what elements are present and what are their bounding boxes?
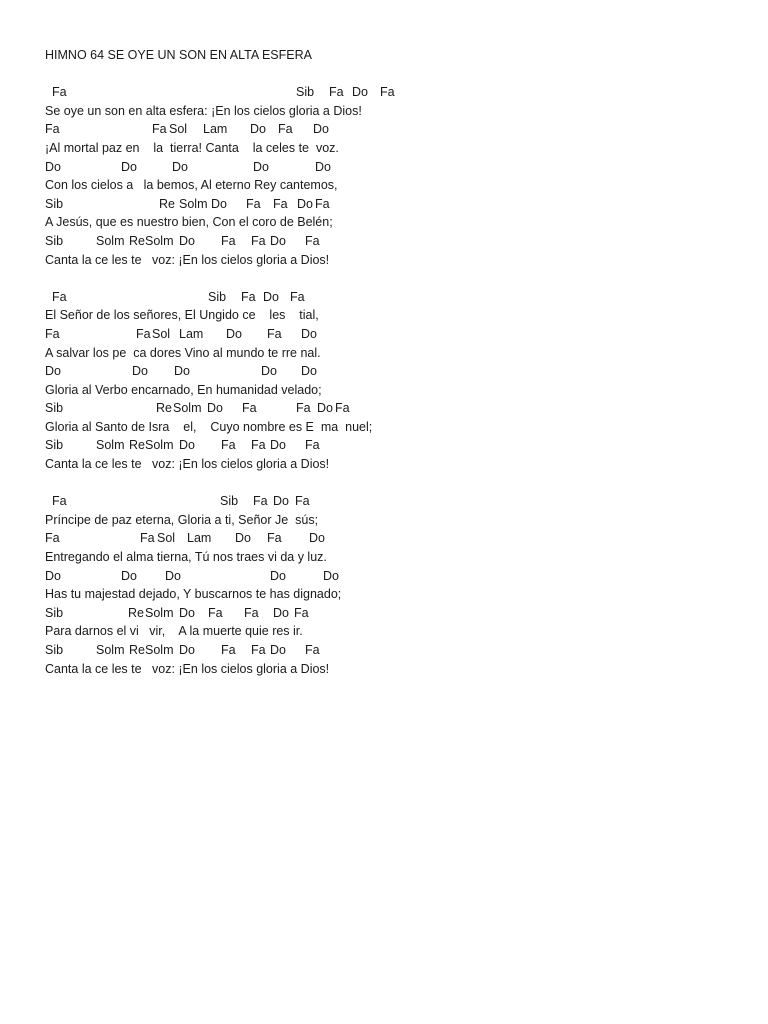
chord-line <box>45 399 745 418</box>
chord-line <box>45 232 745 251</box>
chord: Sib <box>220 494 239 509</box>
chord: Fa <box>152 122 167 137</box>
chord: Do <box>263 289 279 304</box>
chord: Re <box>156 401 172 416</box>
chord: Fa <box>136 326 151 341</box>
lyric-line: Gloria al Santo de Isra el, Cuyo nombre es E ma nuel; <box>45 419 373 434</box>
chord: Re <box>128 605 144 620</box>
chord: Do <box>121 159 137 174</box>
lyric-line: Para darnos el vi vir, A la muerte quie res ir. <box>45 624 303 639</box>
chord: Do <box>174 364 190 379</box>
chord: Fa <box>242 401 257 416</box>
spacer <box>45 269 745 288</box>
chord: Do <box>179 605 195 620</box>
chord: Do <box>121 568 137 583</box>
chord: Sol <box>169 122 188 137</box>
chord: Fa <box>45 122 60 137</box>
chord: Do <box>270 438 286 453</box>
chord: Fa <box>52 289 67 304</box>
chord-line <box>45 492 745 511</box>
spacer <box>45 65 745 84</box>
chord: Sib <box>45 605 64 620</box>
chord: Sib <box>45 643 64 657</box>
chord: Do <box>250 122 266 137</box>
chord: Fa <box>45 326 60 341</box>
chord: Fa <box>45 531 60 546</box>
chord: Do <box>270 643 286 657</box>
chord: Do <box>179 643 195 657</box>
chord: Fa <box>221 233 236 248</box>
chord-line <box>45 120 745 139</box>
chord: Lam <box>179 326 204 341</box>
chord: Fa <box>52 494 67 509</box>
chord: Do <box>270 568 286 583</box>
chord: Do <box>261 364 277 379</box>
lyric-line: Canta la ce les te voz: ¡En los cielos gloria a Dios! <box>45 457 330 472</box>
chord: Sib <box>45 233 64 248</box>
chord: Do <box>45 364 61 379</box>
chord: Do <box>207 401 223 416</box>
chord: Do <box>172 159 188 174</box>
chord: Fa <box>140 531 155 546</box>
chord-line <box>45 436 745 455</box>
chord: Do <box>132 364 148 379</box>
chord: Do <box>45 568 61 583</box>
chord: Fa <box>221 643 236 657</box>
hymn-page <box>45 46 745 678</box>
chord: Fa <box>315 196 330 211</box>
chord: Do <box>315 159 331 174</box>
chord-line <box>45 325 745 344</box>
lyric-line: Has tu majestad dejado, Y buscarnos te has dignado; <box>45 587 342 602</box>
chord-line <box>45 529 745 548</box>
chord: Fa <box>295 494 310 509</box>
chord: Fa <box>221 438 236 453</box>
lyric-line: Canta la ce les te voz: ¡En los cielos gloria a Dios! <box>45 252 330 267</box>
chord: Do <box>179 233 195 248</box>
chord: Fa <box>253 494 268 509</box>
chord: Sib <box>45 438 64 453</box>
chord: Solm <box>145 438 174 453</box>
chord: Do <box>273 494 289 509</box>
chord: Fa <box>305 233 320 248</box>
chord: Sib <box>296 85 315 100</box>
chord: Solm <box>173 401 202 416</box>
chord: Sol <box>152 326 171 341</box>
chord: Do <box>273 605 289 620</box>
chord: Solm <box>96 643 125 657</box>
chord-line <box>45 567 745 586</box>
chord: Fa <box>305 643 320 657</box>
chord-line <box>45 195 745 214</box>
chord: Sol <box>157 531 176 546</box>
lyric-line: A salvar los pe ca dores Vino al mundo te rre nal. <box>45 345 321 360</box>
chord: Do <box>323 568 339 583</box>
chord: Fa <box>305 438 320 453</box>
chord-line <box>45 83 745 102</box>
chord: Fa <box>294 605 309 620</box>
chord-line <box>45 362 745 381</box>
chord: Fa <box>267 326 282 341</box>
chord: Do <box>301 326 317 341</box>
lyric-line: Se oye un son en alta esfera: ¡En los cielos gloria a Dios! <box>45 103 362 118</box>
chord: Fa <box>267 531 282 546</box>
chord: Fa <box>329 85 344 100</box>
chord-line <box>45 288 745 307</box>
chord: Lam <box>187 531 212 546</box>
chord: Sib <box>45 401 64 416</box>
verse-3 <box>45 492 745 678</box>
chord: Do <box>235 531 251 546</box>
lyric-line: Príncipe de paz eterna, Gloria a ti, Señor Je sús; <box>45 512 319 527</box>
chord: Solm <box>145 643 174 657</box>
chord: Do <box>45 159 61 174</box>
lyric-line: Con los cielos a la bemos, Al eterno Rey cantemos, <box>45 178 338 193</box>
verses-container <box>45 83 745 678</box>
chord: Solm <box>96 233 125 248</box>
chord: Fa <box>290 289 305 304</box>
chord: Re <box>159 196 175 211</box>
chord: Do <box>297 196 313 211</box>
chord: Do <box>313 122 329 137</box>
chord: Do <box>301 364 317 379</box>
lyric-line: Gloria al Verbo encarnado, En humanidad velado; <box>45 382 322 397</box>
chord: Do <box>253 159 269 174</box>
lyric-line: Entregando el alma tierna, Tú nos traes vi da y luz. <box>45 550 327 565</box>
chord: Fa <box>52 85 67 100</box>
chord: Solm <box>145 233 174 248</box>
chord: Lam <box>203 122 228 137</box>
chord-line <box>45 158 745 177</box>
chord: Re <box>129 643 145 657</box>
chord: Re <box>129 233 145 248</box>
chord: Re <box>129 438 145 453</box>
chord: Do <box>317 401 333 416</box>
lyric-line: Canta la ce les te voz: ¡En los cielos gloria a Dios! <box>45 661 330 676</box>
chord: Do <box>211 196 227 211</box>
chord: Fa <box>380 85 395 100</box>
chord: Solm <box>179 196 208 211</box>
chord: Do <box>226 326 242 341</box>
chord: Fa <box>208 605 223 620</box>
chord: Do <box>165 568 181 583</box>
chord: Do <box>352 85 368 100</box>
chord: Sib <box>45 196 64 211</box>
chord-line <box>45 641 745 660</box>
chord: Fa <box>335 401 350 416</box>
verse-2 <box>45 288 745 474</box>
chord-line <box>45 604 745 623</box>
chord: Fa <box>296 401 311 416</box>
chord: Fa <box>241 289 256 304</box>
chord: Fa <box>251 233 266 248</box>
chord: Solm <box>145 605 174 620</box>
chord: Fa <box>278 122 293 137</box>
chord: Do <box>270 233 286 248</box>
lyric-line: A Jesús, que es nuestro bien, Con el coro de Belén; <box>45 215 333 230</box>
chord: Fa <box>246 196 261 211</box>
lyric-line: ¡Al mortal paz en la tierra! Canta la celes te voz. <box>45 140 339 155</box>
chord: Fa <box>251 438 266 453</box>
spacer <box>45 474 745 493</box>
hymn-title: HIMNO 64 SE OYE UN SON EN ALTA ESFERA <box>45 48 312 62</box>
chord: Fa <box>244 605 259 620</box>
verse-1 <box>45 83 745 269</box>
chord: Fa <box>273 196 288 211</box>
chord: Solm <box>96 438 125 453</box>
chord: Fa <box>251 643 266 657</box>
chord: Sib <box>208 289 227 304</box>
chord: Do <box>179 438 195 453</box>
chord: Do <box>309 531 325 546</box>
lyric-line: El Señor de los señores, El Ungido ce les tial, <box>45 308 319 323</box>
